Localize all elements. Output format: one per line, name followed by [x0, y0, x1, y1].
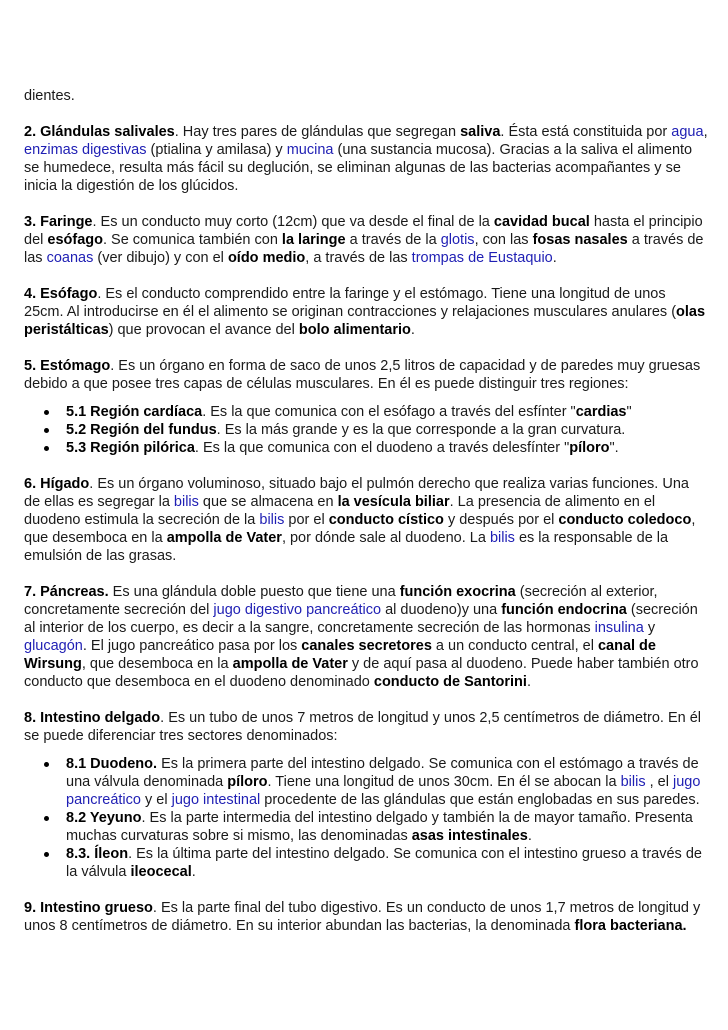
term-saliva: saliva	[460, 124, 501, 140]
link-jugo-pancreatico[interactable]: jugo pancreático	[66, 774, 701, 808]
link-enzimas-digestivas[interactable]: enzimas digestivas	[24, 142, 147, 158]
term-fosas-nasales: fosas nasales	[532, 232, 628, 248]
term-esofago: esófago	[47, 232, 103, 248]
term-bolo-alimentario: bolo alimentario	[298, 322, 411, 338]
term-funcion-endocrina: función endocrina	[501, 602, 627, 618]
section-heading: 5. Estómago	[24, 358, 111, 374]
estomago-regions-list	[24, 403, 708, 457]
term-ampolla-de-vater: ampolla de Vater	[166, 530, 282, 546]
term-canales-secretores: canales secretores	[301, 638, 432, 654]
link-bilis[interactable]: bilis	[173, 494, 199, 510]
section-esofago: 4. Esófago. Es el conducto comprendido entre la faringe y el estómago. Tiene una longitud de unos 25cm. Al introducirse en él el alimento se originan contracciones y relajaciones musculares anulares (olas peristálticas) que provocan el avance del bolo alimentario.	[24, 286, 706, 338]
term-flora-bacteriana: flora bacteriana.	[574, 918, 687, 934]
list-item: 8.1 Duodeno. Es la primera parte del intestino delgado. Se comunica con el estómago a través de una válvula denominada píloro. Tiene una longitud de unos 30cm. En él se abocan la bilis , el jugo pancreático y el jugo intestinal procedente de las glándulas que están englobadas en sus paredes.	[66, 755, 708, 809]
section-intestino-grueso: 9. Intestino grueso. Es la parte final del tubo digestivo. Es un conducto de unos 1,7 metros de longitud y unos 8 centímetros de diámetro. En su interior abundan las bacterias, la denominada flora bacteriana.	[24, 900, 701, 934]
section-heading: 2. Glándulas salivales	[24, 124, 175, 140]
section-heading: 4. Esófago	[24, 286, 98, 302]
section-higado: 6. Hígado. Es un órgano voluminoso, situado bajo el pulmón derecho que realiza varias funciones. Una de ellas es segregar la bilis que se almacena en la vesícula biliar. La presencia de alimento en el duodeno estimula la secreción de la bilis por el conducto cístico y después por el conducto coledoco, que desemboca en la ampolla de Vater, por dónde sale al duodeno. La bilis es la responsable de la emulsión de las grasas.	[24, 476, 696, 564]
intro-fragment: dientes.	[24, 88, 75, 104]
term-oido-medio: oído medio	[227, 250, 306, 266]
section-faringe: 3. Faringe. Es un conducto muy corto (12cm) que va desde el final de la cavidad bucal hasta el principio del esófago. Se comunica también con la laringe a través de la glotis, con las fosas nasales a través de las coanas (ver dibujo) y con el oído medio, a través de las trompas de Eustaquio.	[24, 214, 704, 266]
section-estomago: 5. Estómago. Es un órgano en forma de saco de unos 2,5 litros de capacidad y de paredes muy gruesas debido a que posee tres capas de células musculares. En él es puede distinguir tres regiones:	[24, 358, 701, 392]
link-bilis[interactable]: bilis	[489, 530, 515, 546]
term-laringe: la laringe	[281, 232, 346, 248]
term-conducto-de-santorini: conducto de Santorini	[373, 674, 527, 690]
term-vesicula-biliar: la vesícula biliar	[337, 494, 450, 510]
link-glotis[interactable]: glotis	[440, 232, 475, 248]
link-jugo-intestinal[interactable]: jugo intestinal	[171, 792, 261, 808]
link-glucagon[interactable]: glucagón	[24, 638, 83, 654]
term-conducto-coledoco: conducto coledoco	[558, 512, 692, 528]
term-funcion-exocrina: función exocrina	[399, 584, 516, 600]
link-agua[interactable]: agua	[671, 124, 704, 140]
term-cavidad-bucal: cavidad bucal	[493, 214, 590, 230]
section-heading: 6. Hígado	[24, 476, 90, 492]
list-item: 5.2 Región del fundus. Es la más grande y es la que corresponde a la gran curvatura.	[66, 421, 708, 439]
term-ampolla-de-vater: ampolla de Vater	[232, 656, 348, 672]
section-glandulas-salivales: 2. Glándulas salivales. Hay tres pares de glándulas que segregan saliva. Ésta está constituida por agua, enzimas digestivas (ptialina y amilasa) y mucina (una sustancia mucosa). Gracias a la saliva el alimento se humedece, resulta más fácil su deglución, se eliminan algunas de las bacterias acompañantes y se inicia la digestión de los glúcidos.	[24, 124, 708, 194]
term-conducto-cistico: conducto cístico	[328, 512, 444, 528]
link-mucina[interactable]: mucina	[286, 142, 334, 158]
link-trompas-de-eustaquio[interactable]: trompas de Eustaquio	[411, 250, 553, 266]
term-canal-de-wirsung: canal de Wirsung	[24, 638, 656, 672]
section-intestino-delgado: 8. Intestino delgado. Es un tubo de unos 7 metros de longitud y unos 2,5 centímetros de diámetro. En él se puede diferenciar tres sectores denominados:	[24, 710, 702, 744]
term-olas-peristalticas: olas peristálticas	[24, 304, 706, 338]
link-jugo-digestivo-pancreatico[interactable]: jugo digestivo pancreático	[213, 602, 382, 618]
intestino-delgado-sectors-list	[24, 755, 708, 881]
link-bilis[interactable]: bilis	[259, 512, 285, 528]
document-body	[24, 87, 708, 953]
link-insulina[interactable]: insulina	[594, 620, 644, 636]
list-item: 8.2 Yeyuno. Es la parte intermedia del intestino delgado y también la de mayor tamaño. Presenta muchas curvaturas sobre si mismo, las denominadas asas intestinales.	[66, 809, 708, 845]
list-item: 5.1 Región cardíaca. Es la que comunica con el esófago a través del esfínter "cardias"	[66, 403, 708, 421]
list-item: 8.3. Íleon. Es la última parte del intestino delgado. Se comunica con el intestino grueso a través de la válvula ileocecal.	[66, 845, 708, 881]
list-item: 5.3 Región pilórica. Es la que comunica con el duodeno a través delesfínter "píloro".	[66, 439, 708, 457]
section-heading: 8. Intestino delgado	[24, 710, 161, 726]
link-coanas[interactable]: coanas	[46, 250, 94, 266]
section-pancreas: 7. Páncreas. Es una glándula doble puesto que tiene una función exocrina (secreción al exterior, concretamente secreción del jugo digestivo pancreático al duodeno)y una función endocrina (secreción al interior de los cuerpo, es decir a la sangre, concretamente secreción de las hormonas insulina y glucagón. El jugo pancreático pasa por los canales secretores a un conducto central, el canal de Wirsung, que desemboca en la ampolla de Vater y de aquí pasa al duodeno. Puede haber también otro conducto que desemboca en el duodeno denominado conducto de Santorini.	[24, 584, 699, 690]
section-heading: 9. Intestino grueso	[24, 900, 153, 916]
section-heading: 7. Páncreas.	[24, 584, 109, 600]
section-heading: 3. Faringe	[24, 214, 93, 230]
link-bilis[interactable]: bilis	[620, 774, 646, 790]
